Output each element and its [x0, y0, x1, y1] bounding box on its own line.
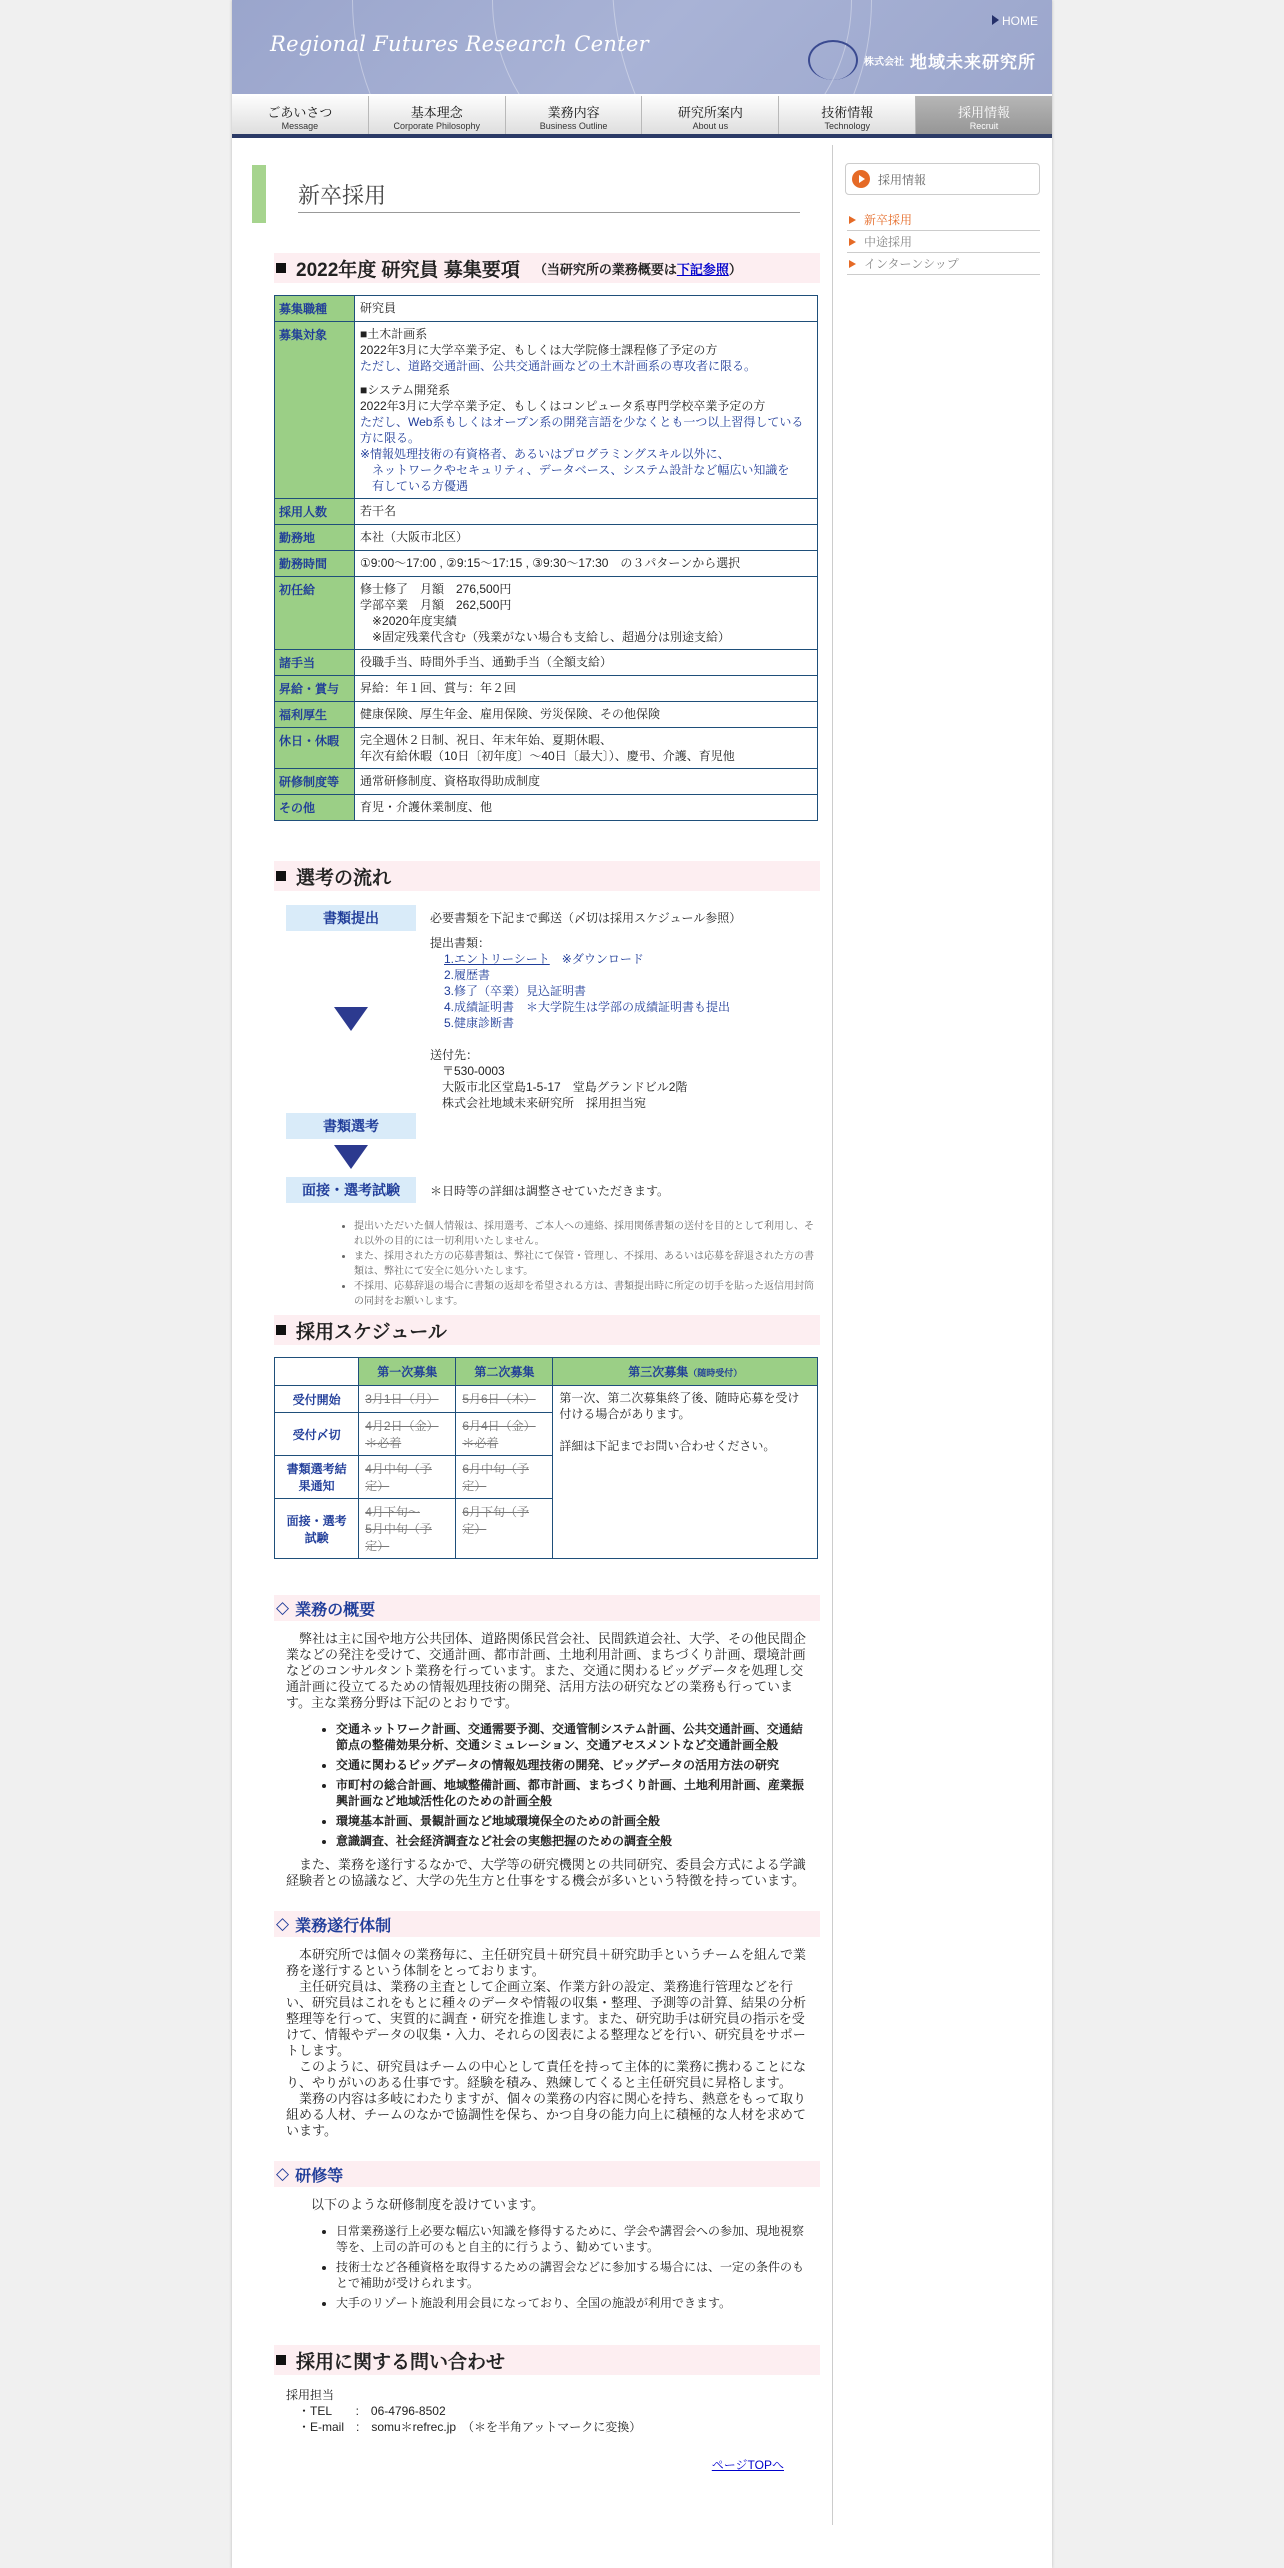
heading-note	[534, 259, 742, 278]
row-value: 研究員	[355, 296, 818, 322]
row-label: 初任給	[275, 577, 355, 650]
nav-label: ごあいさつ	[267, 105, 333, 120]
table-header-row	[275, 1358, 818, 1386]
nav-sublabel: Technology	[824, 121, 870, 131]
cell-value: 3月1日（月）	[359, 1386, 456, 1413]
third-round-cell	[553, 1386, 818, 1559]
section-heading-training	[274, 2161, 820, 2187]
structure-paragraph: 主任研究員は、業務の主査として企画立案、作業方針の設定、業務進行管理などを行い、研究員はこれをもとに種々のデータや情報の収集・整理、予測等の計算、結果の分析整理等を行って、実質的に調査・研究を推進します。また、研究助手は研究員の指示を受けて、情報やデータの収集・入力、それらの図表による整理などを行い、研究員をサポートします。	[286, 1979, 807, 2058]
note-item: • 提出いただいた個人情報は、採用選考、ご本人への連絡、採用関係書類の送付を目的として利用し、それ以外の目的には一切利用いたしません。	[354, 1219, 822, 1249]
nav-sublabel: Business Outline	[539, 121, 608, 131]
row-value: 昇給：年１回、賞与：年２回	[355, 676, 818, 702]
sidebar-recruit-button[interactable]	[845, 163, 1040, 195]
row-label: 休日・休暇	[275, 728, 355, 769]
nav-label: 基本理念	[410, 105, 463, 120]
note-text: （当研究所の業務概要は	[533, 261, 677, 277]
heading-text: 選考の流れ	[296, 867, 392, 889]
document-list	[430, 935, 730, 1111]
sidebar-item-label: 新卒採用	[864, 213, 913, 227]
target-system-title: ■システム開発系	[360, 383, 451, 397]
contact-dept: 採用担当	[286, 2388, 335, 2402]
salary-line: ※固定残業代含む（残業がない場合も支給し、超過分は別途支給）	[360, 630, 731, 644]
square-bullet-icon	[276, 871, 286, 881]
table-row	[275, 499, 818, 525]
heading-text: 2022年度 研究員 募集要項	[296, 259, 520, 281]
diamond-icon: ◇	[276, 1914, 290, 1933]
sidebar-item-label: インターンシップ	[864, 257, 959, 271]
sidebar-title: 採用情報	[878, 172, 927, 187]
page-title	[252, 165, 820, 223]
target-system-note: ネットワークやセキュリティ、データベース、システム設計など幅広い知識を	[360, 463, 790, 477]
nav-sublabel: About us	[692, 121, 729, 131]
row-value: 役職手当、時間外手当、通勤手当（全額支給）	[355, 650, 818, 676]
row-label: 受付〆切	[275, 1413, 359, 1456]
cell-value: 4月2日（金）＊必着	[359, 1413, 456, 1456]
target-civil-note: ただし、道路交通計画、公共交通計画などの土木計画系の専攻者に限る。	[360, 359, 757, 373]
row-label: 勤務地	[275, 525, 355, 551]
table-row	[275, 728, 818, 769]
company-prefix: 株式会社	[864, 56, 904, 68]
cell-value: 6月4日（金）＊必着	[456, 1413, 553, 1456]
holiday-line: 年次有給休暇（10日〔初年度〕～40日〔最大〕）、慶弔、介護、育児他	[360, 749, 735, 763]
structure-paragraph: 業務の内容は多岐にわたりますが、個々の業務の内容に関心を持ち、熱意をもって取り組める人材、チームのなかで協調性を保ち、かつ自身の能力向上に積極的な人材を求めています。	[286, 2091, 807, 2138]
table-row	[275, 296, 818, 322]
heading-text: 採用スケジュール	[296, 1321, 447, 1343]
nav-label: 業務内容	[547, 105, 600, 120]
selection-flow	[286, 903, 820, 1307]
page-top-link[interactable]: ページTOPへ	[711, 2458, 784, 2472]
company-logo[interactable]	[808, 40, 1036, 80]
column-header: 第一次募集	[359, 1358, 456, 1386]
column-header-note: （随時受付）	[688, 1368, 743, 1378]
salary-line: 学部卒業 月額 262,500円	[360, 598, 512, 612]
row-value: 育児・介護休業制度、他	[355, 795, 818, 821]
note-item: • 不採用、応募辞退の場合に書類の返却を希望される方は、書類提出時に所定の切手を貼った返信用封筒の同封をお願いします。	[354, 1279, 822, 1309]
row-label: 採用人数	[275, 499, 355, 525]
nav-about[interactable]	[642, 96, 779, 134]
target-system-note: ※情報処理技術の有資格者、あるいはプログラミングスキル以外に、	[360, 447, 730, 461]
list-item: • 技術士など各種資格を取得するための講習会などに参加する場合には、一定の条件のもとで補助が受けられます。	[336, 2259, 810, 2291]
row-value	[355, 322, 818, 499]
row-value: ①9:00～17:00 , ②9:15～17:15 , ③9:30～17:30 の３パターンから選択	[355, 551, 818, 577]
section-heading-structure	[274, 1911, 820, 1937]
contact-tel: ・TEL : 06-4796-8502	[298, 2404, 446, 2418]
privacy-notes	[342, 1219, 822, 1309]
company-name: 地域未来研究所	[910, 52, 1036, 72]
address-line: 株式会社地域未来研究所 採用担当宛	[442, 1096, 647, 1110]
row-label: 募集対象	[275, 322, 355, 499]
table-row	[275, 551, 818, 577]
section-heading-outline	[274, 1595, 820, 1621]
table-row	[275, 702, 818, 728]
cell-value: 6月中旬（予定）	[456, 1456, 553, 1499]
outline-paragraph: 弊社は主に国や地方公共団体、道路関係民営会社、民間鉄道会社、大学、その他民間企業などの発注を受けて、交通計画、都市計画、土地利用計画、まちづくり計画、環境計画などのコンサルタント業務を行っています。また、交通に関わるビッグデータを処理し交通計画に役立てるための情報処理技術の開発、活用方法の研究などの業務も行っています。主な業務分野は下記のとおりです。	[286, 1631, 807, 1710]
nav-sublabel: Corporate Philosophy	[393, 121, 481, 131]
sidebar	[832, 145, 1040, 2525]
third-round-text: 詳細は下記までお問い合わせください。	[559, 1439, 776, 1453]
logo-mark-icon	[808, 40, 858, 80]
page-title-text: 新卒採用	[298, 183, 387, 208]
cell-line: 4月下旬～	[365, 1505, 420, 1519]
table-row	[275, 525, 818, 551]
corner-cell	[275, 1358, 359, 1386]
flow-step-interview: 面接・選考試験	[286, 1177, 416, 1203]
note-item: • また、採用された方の応募書類は、弊社にて保管・管理し、不採用、あるいは応募を辞退された方の書類は、弊社にて安全に処分いたします。	[354, 1249, 822, 1279]
site-title: Regional Futures Research Center	[270, 32, 649, 56]
salary-line: ※2020年度実績	[360, 614, 457, 628]
flow-step-desc: 必要書類を下記まで郵送（〆切は採用スケジュール参照）	[430, 911, 742, 925]
requirements-table	[274, 295, 818, 821]
doc-item: 4.成績証明書 ＊大学院生は学部の成績証明書も提出	[444, 1000, 731, 1014]
table-row	[275, 650, 818, 676]
home-link[interactable]: HOME	[992, 14, 1038, 28]
doc-item: 2.履歴書	[444, 968, 491, 982]
nav-philosophy[interactable]	[369, 96, 506, 134]
list-item: • 交通に関わるビッグデータの情報処理技術の開発、ビッグデータの活用方法の研究	[336, 1757, 810, 1773]
note-text: ）	[728, 261, 742, 277]
square-bullet-icon	[276, 263, 286, 273]
row-value	[355, 728, 818, 769]
download-note: ※ダウンロード	[561, 952, 644, 966]
nav-label: 技術情報	[821, 105, 874, 120]
cell-value: 4月中旬（予定）	[359, 1456, 456, 1499]
nav-technology[interactable]	[779, 96, 916, 134]
row-label: 福利厚生	[275, 702, 355, 728]
flow-step-desc: ＊日時等の詳細は調整させていただきます。	[430, 1184, 670, 1198]
row-value	[355, 577, 818, 650]
see-below-link[interactable]: 下記参照	[676, 261, 729, 277]
diamond-icon: ◇	[276, 2164, 290, 2183]
table-row	[275, 577, 818, 650]
heading-text: 業務の概要	[295, 1601, 376, 1619]
flow-step-documents: 書類提出	[286, 905, 416, 931]
sidebar-item-new-grad[interactable]	[847, 209, 1040, 231]
row-value: 通常研修制度、資格取得助成制度	[355, 769, 818, 795]
cell-value: 5月6日（木）	[456, 1386, 553, 1413]
row-label: 昇給・賞与	[275, 676, 355, 702]
salary-line: 修士修了 月額 276,500円	[360, 582, 512, 596]
address-line: 〒530-0003	[442, 1064, 505, 1078]
row-label: 勤務時間	[275, 551, 355, 577]
row-label: 諸手当	[275, 650, 355, 676]
section-heading-requirements	[274, 253, 820, 283]
entry-sheet-link[interactable]: 1.エントリーシート	[444, 952, 550, 966]
header-banner	[232, 0, 1052, 94]
heading-text: 研修等	[295, 2167, 344, 2185]
play-circle-icon	[852, 170, 870, 188]
row-label: 募集職種	[275, 296, 355, 322]
list-item: • 日常業務遂行上必要な幅広い知識を修得するために、学会や講習会への参加、現地視察等を、上司の許可のもと自主的に行うよう、勧めています。	[336, 2223, 810, 2255]
business-areas-list	[336, 1721, 810, 1849]
nav-sublabel: Recruit	[969, 121, 999, 131]
column-header	[553, 1358, 818, 1386]
square-bullet-icon	[276, 2355, 286, 2365]
target-civil-line: 2022年3月に大学卒業予定、もしくは大学院修士課程修了予定の方	[360, 343, 718, 357]
global-nav	[232, 96, 1052, 138]
page	[232, 0, 1052, 2568]
contact-info	[286, 2387, 820, 2435]
list-item: • 市町村の総合計画、地域整備計画、都市計画、まちづくり計画、土地利用計画、産業振興計画など地域活性化のための計画全般	[336, 1777, 810, 1809]
table-row	[275, 795, 818, 821]
table-row	[275, 676, 818, 702]
row-value: 健康保険、厚生年金、雇用保険、労災保険、その他保険	[355, 702, 818, 728]
spacer	[360, 374, 812, 382]
sidebar-item-internship[interactable]	[847, 253, 1040, 275]
third-round-text: 第一次、第二次募集終了後、随時応募を受け付ける場合があります。	[559, 1391, 800, 1421]
diamond-icon: ◇	[276, 1598, 290, 1617]
section-heading-flow	[274, 861, 820, 891]
structure-paragraph: このように、研究員はチームの中心として責任を持って主体的に業務に携わることになり、やりがいのある仕事です。経験を積み、熟練してくると主任研究員に昇格します。	[286, 2059, 807, 2090]
list-item: • 環境基本計画、景観計画など地域環境保全のための計画全般	[336, 1813, 810, 1829]
holiday-line: 完全週休２日制、祝日、年末年始、夏期休暇、	[360, 733, 613, 747]
address-line: 大阪市北区堂島1-5-17 堂島グランドビル2階	[442, 1080, 688, 1094]
row-label: その他	[275, 795, 355, 821]
nav-business[interactable]	[506, 96, 643, 134]
target-system-note: 有している方優遇	[360, 479, 469, 493]
row-label: 受付開始	[275, 1386, 359, 1413]
training-list	[336, 2223, 810, 2311]
nav-message[interactable]	[232, 96, 369, 134]
sidebar-item-mid-career[interactable]	[847, 231, 1040, 253]
target-civil-title: ■土木計画系	[360, 327, 428, 341]
doc-item: 3.修了（卒業）見込証明書	[444, 984, 587, 998]
list-item: • 大手のリゾート施設利用会員になっており、全国の施設が利用できます。	[336, 2295, 810, 2311]
nav-label: 研究所案内	[677, 105, 743, 120]
square-bullet-icon	[276, 1325, 286, 1335]
heading-text: 採用に関する問い合わせ	[296, 2351, 506, 2373]
table-row	[275, 769, 818, 795]
cell-value: 6月下旬（予定）	[456, 1499, 553, 1559]
section-heading-contact	[274, 2345, 820, 2375]
contact-email: ・E-mail : somu＊refrec.jp （＊を半角アットマークに変換）	[298, 2420, 642, 2434]
outline-paragraph: また、業務を遂行するなかで、大学等の研究機関との共同研究、委員会方式による学識経験者との協議など、大学の先生方と仕事をする機会が多いという特徴を持っています。	[286, 1857, 806, 1888]
main-content	[252, 165, 820, 2475]
sidebar-item-label: 中途採用	[864, 235, 913, 249]
address-title: 送付先：	[430, 1048, 479, 1062]
row-label: 書類選考結果通知	[275, 1456, 359, 1499]
doc-item: 5.健康診断書	[444, 1016, 515, 1030]
nav-recruit[interactable]	[916, 96, 1052, 134]
training-intro: 以下のような研修制度を設けています。	[311, 2197, 544, 2212]
column-header-text: 第三次募集	[628, 1365, 689, 1379]
heading-text: 業務遂行体制	[295, 1917, 392, 1935]
cell-value	[359, 1499, 456, 1559]
flow-step-screening: 書類選考	[286, 1113, 416, 1139]
row-label: 研修制度等	[275, 769, 355, 795]
list-item: • 交通ネットワーク計画、交通需要予測、交通管制システム計画、公共交通計画、交通結節点の整備効果分析、交通シミュレーション、交通アセスメントなど交通計画全般	[336, 1721, 810, 1753]
target-system-line: 2022年3月に大学卒業予定、もしくはコンピュータ系専門学校卒業予定の方	[360, 399, 766, 413]
row-value: 若干名	[355, 499, 818, 525]
down-arrow-icon	[334, 1007, 368, 1031]
down-arrow-icon	[334, 1145, 368, 1169]
target-system-note: ただし、Web系もしくはオープン系の開発言語を少なくとも一つ以上習得している方に限る。	[360, 415, 804, 445]
row-label: 面接・選考試験	[275, 1499, 359, 1559]
column-header: 第二次募集	[456, 1358, 553, 1386]
section-heading-schedule	[274, 1315, 820, 1345]
table-row	[275, 322, 818, 499]
schedule-table	[274, 1357, 818, 1559]
docs-title: 提出書類：	[430, 936, 491, 950]
nav-label: 採用情報	[958, 105, 1011, 120]
structure-paragraph: 本研究所では個々の業務毎に、主任研究員＋研究員＋研究助手というチームを組んで業務を遂行するという体制をとっております。	[286, 1947, 807, 1978]
row-value: 本社（大阪市北区）	[355, 525, 818, 551]
cell-line: 5月中旬（予定）	[365, 1522, 432, 1553]
nav-sublabel: Message	[281, 121, 319, 131]
table-row	[275, 1386, 818, 1413]
list-item: • 意識調査、社会経済調査など社会の実態把握のための調査全般	[336, 1833, 810, 1849]
